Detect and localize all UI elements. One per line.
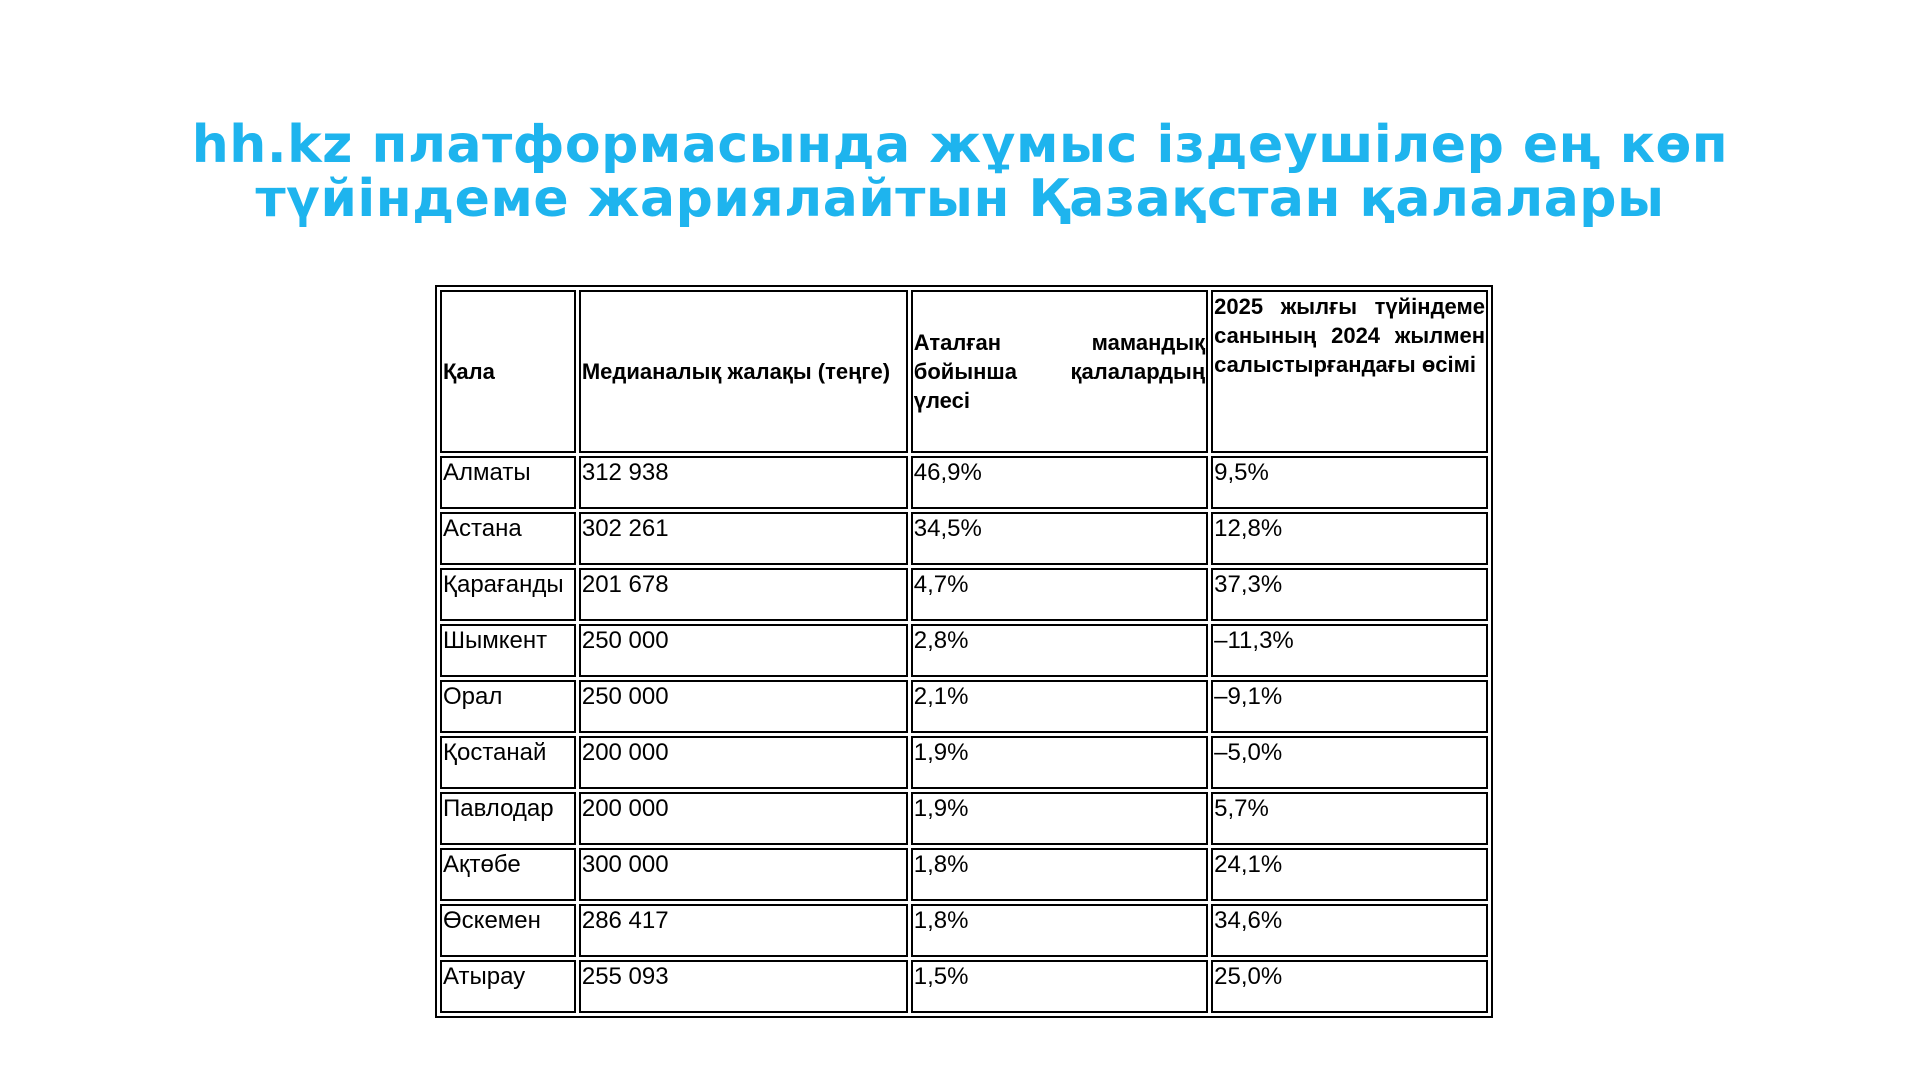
cell-growth: 24,1% <box>1211 848 1488 901</box>
table-row <box>440 456 1488 509</box>
cell-city: Орал <box>440 680 576 733</box>
cell-growth: 25,0% <box>1211 960 1488 1013</box>
cell-growth: –9,1% <box>1211 680 1488 733</box>
table-row <box>440 960 1488 1013</box>
title-line-1: hh.kz платформасында жұмыс іздеушілер ең көп <box>191 115 1729 175</box>
cell-growth: –5,0% <box>1211 736 1488 789</box>
cell-share: 4,7% <box>911 568 1208 621</box>
page-title <box>0 115 1920 229</box>
cell-city: Өскемен <box>440 904 576 957</box>
cell-growth: 5,7% <box>1211 792 1488 845</box>
header-city: Қала <box>440 290 576 453</box>
cell-salary: 286 417 <box>579 904 908 957</box>
cell-city: Павлодар <box>440 792 576 845</box>
cell-growth: –11,3% <box>1211 624 1488 677</box>
cell-share: 1,5% <box>911 960 1208 1013</box>
cell-share: 2,1% <box>911 680 1208 733</box>
table-row <box>440 736 1488 789</box>
cell-city: Алматы <box>440 456 576 509</box>
table-row <box>440 568 1488 621</box>
table-row <box>440 680 1488 733</box>
cell-city: Қостанай <box>440 736 576 789</box>
cell-growth: 9,5% <box>1211 456 1488 509</box>
cell-salary: 250 000 <box>579 624 908 677</box>
cell-share: 1,9% <box>911 736 1208 789</box>
cell-share: 46,9% <box>911 456 1208 509</box>
cell-city: Шымкент <box>440 624 576 677</box>
cell-salary: 200 000 <box>579 792 908 845</box>
cell-salary: 250 000 <box>579 680 908 733</box>
table-row <box>440 512 1488 565</box>
table-row <box>440 848 1488 901</box>
cell-city: Атырау <box>440 960 576 1013</box>
cell-salary: 200 000 <box>579 736 908 789</box>
table-row <box>440 624 1488 677</box>
header-median-salary: Медианалық жалақы (теңге) <box>579 290 908 453</box>
table-header-row <box>440 290 1488 453</box>
cell-growth: 34,6% <box>1211 904 1488 957</box>
cell-salary: 312 938 <box>579 456 908 509</box>
cell-salary: 300 000 <box>579 848 908 901</box>
table-row <box>440 792 1488 845</box>
cell-share: 2,8% <box>911 624 1208 677</box>
cell-city: Қарағанды <box>440 568 576 621</box>
header-resume-growth: 2025 жылғы түйіндеме санының 2024 жылмен салыстырғандағы өсімі <box>1211 290 1488 453</box>
cell-share: 34,5% <box>911 512 1208 565</box>
title-line-2: түйіндеме жариялайтын Қазақстан қалалары <box>255 169 1665 229</box>
table-row <box>440 904 1488 957</box>
cell-city: Ақтөбе <box>440 848 576 901</box>
cell-salary: 201 678 <box>579 568 908 621</box>
cell-share: 1,8% <box>911 904 1208 957</box>
header-city-share: Аталған мамандық бойынша қалалардың үлесі <box>911 290 1208 453</box>
cities-table <box>435 285 1493 1018</box>
cell-salary: 302 261 <box>579 512 908 565</box>
cell-share: 1,9% <box>911 792 1208 845</box>
cell-growth: 37,3% <box>1211 568 1488 621</box>
cell-salary: 255 093 <box>579 960 908 1013</box>
cell-city: Астана <box>440 512 576 565</box>
cell-share: 1,8% <box>911 848 1208 901</box>
cell-growth: 12,8% <box>1211 512 1488 565</box>
